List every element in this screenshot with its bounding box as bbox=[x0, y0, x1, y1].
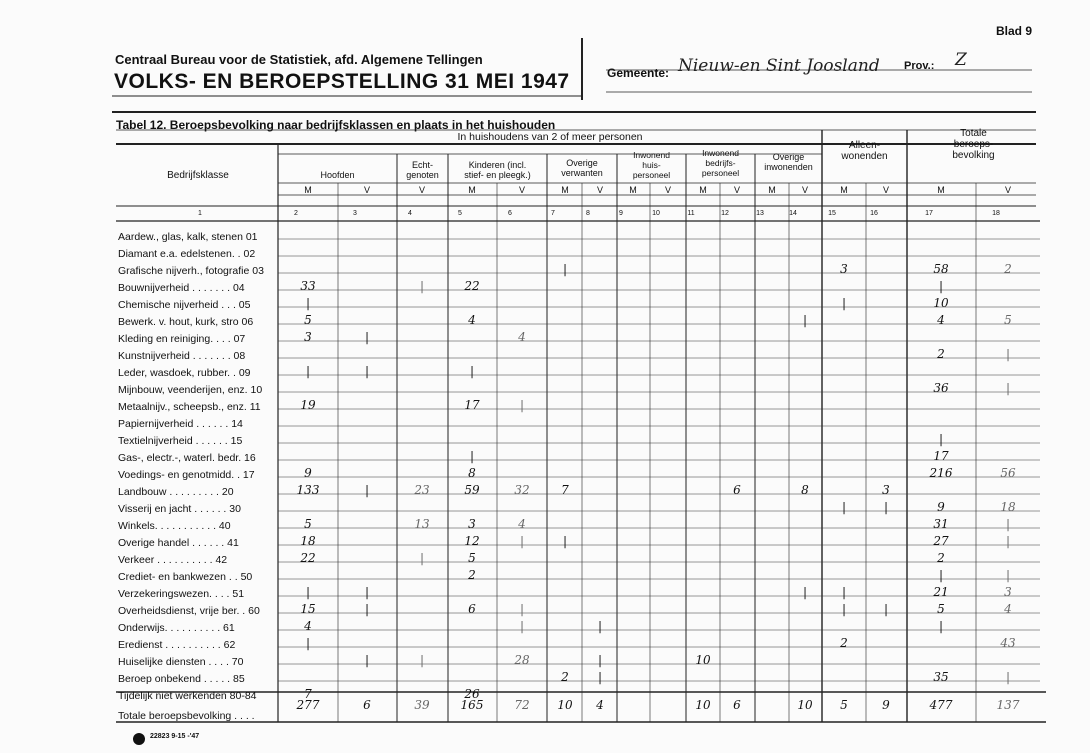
total-cell: 277 bbox=[296, 698, 320, 712]
row-label: Mijnbouw, veenderijen, enz. 10 bbox=[118, 384, 263, 396]
table-cell: 6 bbox=[468, 602, 476, 616]
total-cell: 137 bbox=[996, 698, 1020, 712]
table-title: Tabel 12. Beroepsbevolking naar bedrijfsklassen en plaats in het huishouden bbox=[116, 118, 556, 132]
subheader-col-13: M bbox=[768, 185, 776, 195]
row-label: Diamant e.a. edelstenen. . 02 bbox=[118, 248, 256, 260]
row-label: Visserij en jacht . . . . . . 30 bbox=[118, 503, 241, 515]
row-label: Textielnijverheid . . . . . . 15 bbox=[118, 435, 243, 447]
table-cell: 4 bbox=[518, 517, 526, 531]
row-label: Huiselijke diensten . . . . 70 bbox=[118, 656, 244, 668]
row-label: Overige handel . . . . . . 41 bbox=[118, 537, 239, 549]
subheader-col-3: V bbox=[363, 185, 370, 195]
total-cell: 6 bbox=[363, 698, 371, 712]
table-cell: 7 bbox=[561, 483, 569, 497]
table-cell: | bbox=[519, 602, 525, 616]
total-cell: 4 bbox=[596, 698, 604, 712]
table-cell: | bbox=[364, 602, 370, 616]
table-cell: | bbox=[841, 585, 847, 599]
total-cell: 10 bbox=[797, 698, 813, 712]
total-cell: 477 bbox=[929, 698, 953, 712]
total-cell: 10 bbox=[557, 698, 573, 712]
subheader-col-4: V bbox=[418, 185, 425, 195]
table-cell: | bbox=[419, 551, 425, 565]
table-cell: 27 bbox=[933, 534, 949, 548]
row-label: Bewerk. v. hout, kurk, stro 06 bbox=[118, 316, 254, 328]
table-cell: 3 bbox=[468, 517, 476, 531]
column-number-3: 3 bbox=[353, 210, 357, 217]
table-cell: 2 bbox=[937, 551, 945, 565]
table-cell: | bbox=[364, 483, 370, 497]
org-line: Centraal Bureau voor de Statistiek, afd. Algemene Tellingen bbox=[115, 52, 483, 67]
table-cell: | bbox=[938, 619, 944, 633]
column-number-16: 16 bbox=[870, 210, 878, 217]
table-cell: 133 bbox=[296, 483, 320, 497]
subheader-col-8: V bbox=[596, 185, 603, 195]
table-cell: 216 bbox=[929, 466, 953, 480]
column-number-4: 4 bbox=[408, 210, 412, 217]
table-cell: 8 bbox=[468, 466, 476, 480]
row-label: Leder, wasdoek, rubber. . 09 bbox=[118, 367, 251, 379]
col-header-alleenwonenden: Alleen- wonenden bbox=[841, 140, 888, 162]
table-cell: 56 bbox=[1000, 466, 1016, 480]
table-cell: | bbox=[364, 364, 370, 378]
column-number-18: 18 bbox=[992, 210, 1000, 217]
column-number-15: 15 bbox=[828, 210, 836, 217]
table-cell: 3 bbox=[882, 483, 890, 497]
col-header-hoofden: Hoofden bbox=[320, 170, 355, 180]
column-number-7: 7 bbox=[551, 210, 555, 217]
table-cell: | bbox=[841, 602, 847, 616]
table-cell: 17 bbox=[464, 398, 480, 412]
col-header-inwonend-bedrijfspersoneel: Inwonend bedrijfs- personeel bbox=[701, 148, 740, 178]
table-cell: 28 bbox=[514, 653, 530, 667]
subheader-col-10: V bbox=[664, 185, 671, 195]
table-cell: | bbox=[305, 296, 311, 310]
table-cell: | bbox=[938, 432, 944, 446]
total-cell: 39 bbox=[414, 698, 430, 712]
total-cell: 5 bbox=[840, 698, 848, 712]
row-label: Gas-, electr.-, waterl. bedr. 16 bbox=[118, 452, 256, 464]
footer-code: 22823 9-15 -'47 bbox=[150, 733, 200, 740]
table-cell: | bbox=[1005, 381, 1011, 395]
row-label: Winkels. . . . . . . . . . . 40 bbox=[118, 520, 231, 532]
table-cell: | bbox=[1005, 670, 1011, 684]
table-cell: | bbox=[364, 653, 370, 667]
table-cell: | bbox=[802, 585, 808, 599]
table-cell: 32 bbox=[514, 483, 530, 497]
table-cell: 3 bbox=[840, 262, 848, 276]
table-cell: 31 bbox=[933, 517, 949, 531]
table-cell: 9 bbox=[937, 500, 945, 514]
subheader-col-12: V bbox=[733, 185, 740, 195]
column-number-11: 11 bbox=[687, 210, 695, 217]
table-cell: 5 bbox=[1004, 313, 1012, 327]
total-cell: 9 bbox=[882, 698, 890, 712]
table-cell: | bbox=[469, 449, 475, 463]
table-cell: 19 bbox=[300, 398, 316, 412]
table-cell: | bbox=[597, 619, 603, 633]
table-cell: 59 bbox=[464, 483, 480, 497]
subheader-col-7: M bbox=[561, 185, 569, 195]
table-cell: | bbox=[883, 500, 889, 514]
row-label: Eredienst . . . . . . . . . . 62 bbox=[118, 639, 236, 651]
table-cell: 5 bbox=[304, 313, 312, 327]
col-header-overige-verwanten: Overige verwanten bbox=[561, 158, 603, 178]
subheader-col-2: M bbox=[304, 185, 312, 195]
table-cell: | bbox=[938, 279, 944, 293]
row-label: Overheidsdienst, vrije ber. . 60 bbox=[118, 605, 260, 617]
table-cell: 6 bbox=[733, 483, 741, 497]
table-cell: 13 bbox=[414, 517, 430, 531]
table-cell: | bbox=[419, 279, 425, 293]
subheader-col-16: V bbox=[882, 185, 889, 195]
col-header-echtgenoten: Echt- genoten bbox=[406, 160, 439, 180]
gemeente-value: Nieuw-en Sint Joosland bbox=[678, 56, 880, 76]
col-header-overige-inwonenden: Overige inwonenden bbox=[764, 152, 813, 172]
row-label: Onderwijs. . . . . . . . . . 61 bbox=[118, 622, 235, 634]
col-header-kinderen: Kinderen (incl. stief- en pleegk.) bbox=[464, 160, 531, 180]
row-label: Aardew., glas, kalk, stenen 01 bbox=[118, 231, 258, 243]
table-cell: | bbox=[364, 330, 370, 344]
column-number-14: 14 bbox=[789, 210, 797, 217]
subheader-col-17: M bbox=[937, 185, 945, 195]
table-cell: | bbox=[305, 364, 311, 378]
table-cell: | bbox=[841, 500, 847, 514]
table-cell: | bbox=[364, 585, 370, 599]
row-label: Verzekeringswezen. . . . 51 bbox=[118, 588, 245, 600]
row-label: Kunstnijverheid . . . . . . . 08 bbox=[118, 350, 246, 362]
subheader-col-6: V bbox=[518, 185, 525, 195]
table-cell: 21 bbox=[933, 585, 949, 599]
table-cell: 5 bbox=[937, 602, 945, 616]
row-label: Chemische nijverheid . . . 05 bbox=[118, 299, 251, 311]
prov-label: Prov.: bbox=[904, 60, 935, 72]
column-number-8: 8 bbox=[586, 210, 590, 217]
table-cell: | bbox=[1005, 517, 1011, 531]
column-number-5: 5 bbox=[458, 210, 462, 217]
row-label: Landbouw . . . . . . . . . 20 bbox=[118, 486, 234, 498]
row-label: Papiernijverheid . . . . . . 14 bbox=[118, 418, 243, 430]
column-number-6: 6 bbox=[508, 210, 512, 217]
table-cell: 22 bbox=[464, 279, 480, 293]
total-cell: 165 bbox=[460, 698, 484, 712]
table-cell: | bbox=[597, 653, 603, 667]
subheader-col-14: V bbox=[801, 185, 808, 195]
table-cell: 35 bbox=[933, 670, 949, 684]
table-cell: 9 bbox=[304, 466, 312, 480]
table-cell: 17 bbox=[933, 449, 949, 463]
column-number-10: 10 bbox=[652, 210, 660, 217]
table-cell: 10 bbox=[933, 296, 949, 310]
page-label: Blad 9 bbox=[995, 24, 1032, 38]
table-cell: 7 bbox=[304, 687, 312, 701]
row-label: Tijdelijk niet werkenden 80-84 bbox=[118, 690, 257, 702]
table-cell: 4 bbox=[304, 619, 312, 633]
row-label: Metaalnijv., scheepsb., enz. 11 bbox=[118, 401, 261, 413]
table-cell: | bbox=[597, 670, 603, 684]
subheader-col-18: V bbox=[1004, 185, 1011, 195]
column-number-1: 1 bbox=[198, 210, 202, 217]
totals-label: Totale beroepsbevolking . . . . bbox=[118, 710, 255, 722]
table-cell: 36 bbox=[933, 381, 949, 395]
table-cell: 15 bbox=[300, 602, 316, 616]
row-label: Kleding en reiniging. . . . 07 bbox=[118, 333, 246, 345]
table-cell: | bbox=[305, 636, 311, 650]
document-title: VOLKS- EN BEROEPSTELLING 31 MEI 1947 bbox=[114, 70, 570, 93]
column-number-17: 17 bbox=[925, 210, 933, 217]
col-header-totale-beroepsbevolking: Totale beroeps- bevolking bbox=[952, 128, 995, 161]
table-cell: 18 bbox=[300, 534, 316, 548]
table-cell: 18 bbox=[1000, 500, 1016, 514]
table-cell: 10 bbox=[695, 653, 711, 667]
table-cell: 2 bbox=[561, 670, 569, 684]
table-cell: 4 bbox=[937, 313, 945, 327]
table-cell: | bbox=[519, 398, 525, 412]
table-cell: | bbox=[519, 534, 525, 548]
table-cell: 2 bbox=[937, 347, 945, 361]
table-cell: 3 bbox=[304, 330, 312, 344]
row-label: Verkeer . . . . . . . . . . 42 bbox=[118, 554, 228, 566]
table-cell: 22 bbox=[300, 551, 316, 565]
table-cell: | bbox=[883, 602, 889, 616]
subheader-col-11: M bbox=[699, 185, 707, 195]
table-cell: | bbox=[938, 568, 944, 582]
group-header: In huishoudens van 2 of meer personen bbox=[457, 131, 643, 143]
column-number-2: 2 bbox=[294, 210, 298, 217]
table-cell: 43 bbox=[1000, 636, 1016, 650]
table-cell: 3 bbox=[1004, 585, 1012, 599]
gemeente-label: Gemeente: bbox=[607, 66, 670, 80]
column-number-9: 9 bbox=[619, 210, 623, 217]
row-label: Crediet- en bankwezen . . 50 bbox=[118, 571, 253, 583]
table-cell: | bbox=[305, 585, 311, 599]
table-cell: | bbox=[1005, 347, 1011, 361]
table-cell: 8 bbox=[801, 483, 809, 497]
subheader-col-15: M bbox=[840, 185, 848, 195]
table-cell: 23 bbox=[414, 483, 430, 497]
table-cell: | bbox=[802, 313, 808, 327]
table-cell: | bbox=[1005, 568, 1011, 582]
prov-value: Z bbox=[955, 50, 967, 70]
table-cell: | bbox=[519, 619, 525, 633]
table-cell: | bbox=[841, 296, 847, 310]
table-cell: 4 bbox=[468, 313, 476, 327]
total-cell: 10 bbox=[695, 698, 711, 712]
table-cell: | bbox=[562, 534, 568, 548]
table-cell: | bbox=[469, 364, 475, 378]
table-cell: 2 bbox=[468, 568, 476, 582]
row-label: Grafische nijverh., fotografie 03 bbox=[118, 265, 264, 277]
table-cell: 5 bbox=[304, 517, 312, 531]
table-cell: | bbox=[1005, 534, 1011, 548]
table-cell: 26 bbox=[464, 687, 480, 701]
row-label: Beroep onbekend . . . . . 85 bbox=[118, 673, 245, 685]
table-cell: | bbox=[562, 262, 568, 276]
subheader-col-5: M bbox=[468, 185, 476, 195]
subheader-col-9: M bbox=[629, 185, 637, 195]
table-cell: | bbox=[419, 653, 425, 667]
table-cell: 4 bbox=[518, 330, 526, 344]
table-cell: 2 bbox=[840, 636, 848, 650]
table-cell: 33 bbox=[300, 279, 316, 293]
table-cell: 12 bbox=[464, 534, 480, 548]
total-cell: 72 bbox=[514, 698, 530, 712]
table-cell: 2 bbox=[1004, 262, 1012, 276]
table-cell: 58 bbox=[933, 262, 949, 276]
col-header-inwonend-huispersoneel: Inwonend huis- personeel bbox=[632, 150, 671, 180]
total-cell: 6 bbox=[733, 698, 741, 712]
row-label: Bouwnijverheid . . . . . . . 04 bbox=[118, 282, 245, 294]
column-number-12: 12 bbox=[721, 210, 729, 217]
column-number-13: 13 bbox=[756, 210, 764, 217]
row-label: Voedings- en genotmidd. . 17 bbox=[118, 469, 255, 481]
bedrijfsklasse-header: Bedrijfsklasse bbox=[167, 170, 229, 181]
printer-seal-icon bbox=[133, 733, 145, 745]
table-cell: 5 bbox=[468, 551, 476, 565]
table-cell: 4 bbox=[1004, 602, 1012, 616]
